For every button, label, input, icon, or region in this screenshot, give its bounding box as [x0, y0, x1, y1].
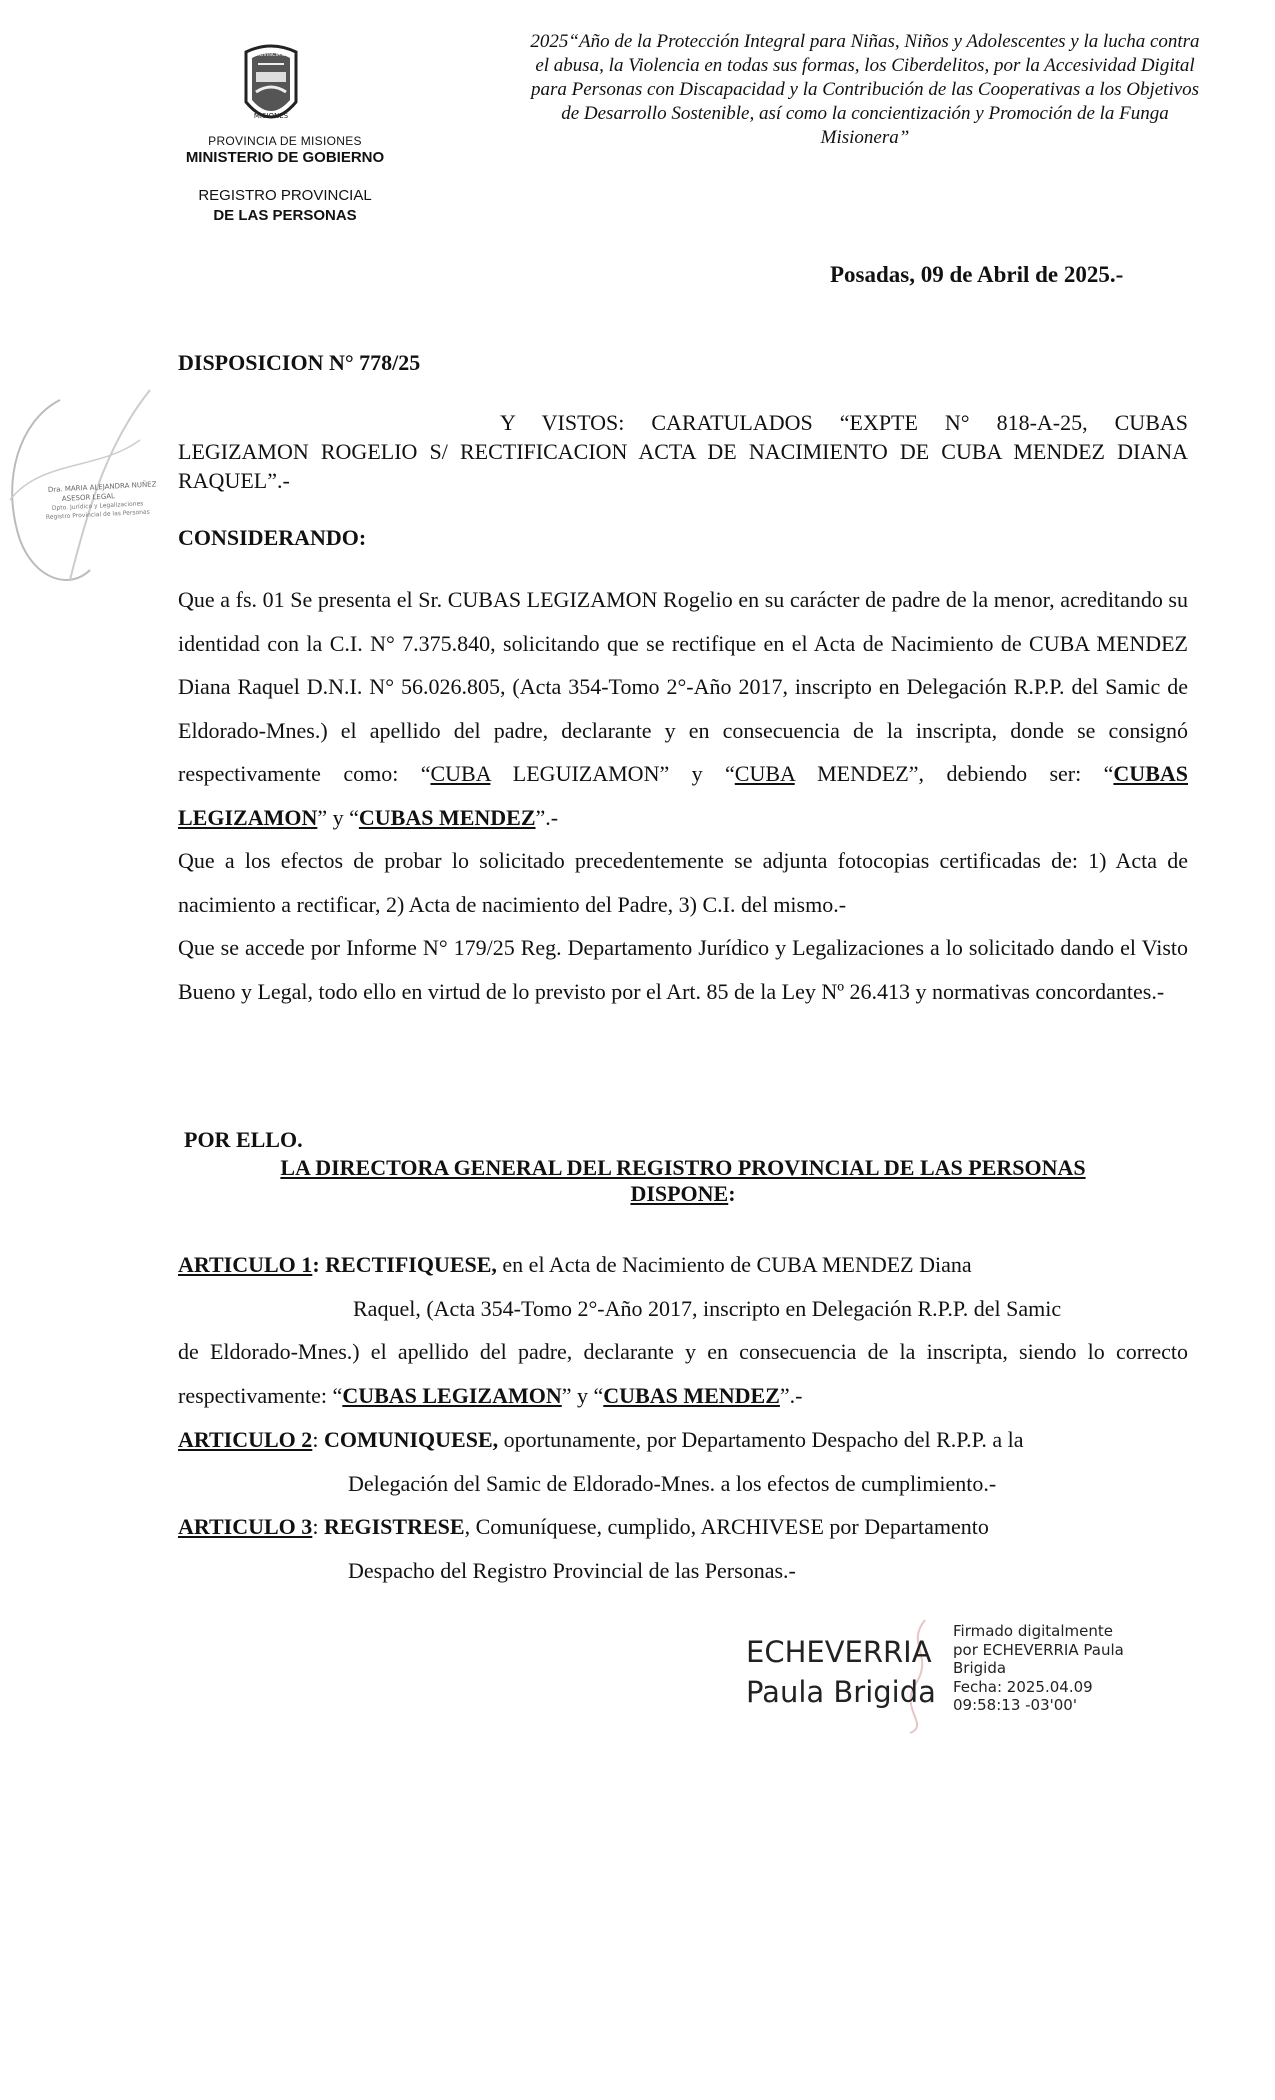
director-line: LA DIRECTORA GENERAL DEL REGISTRO PROVINCIAL DE LAS PERSONAS	[280, 1155, 1086, 1180]
vistos-paragraph	[178, 408, 1188, 495]
org-province: PROVINCIA DE MISIONES	[208, 134, 362, 148]
article-3: ARTICULO 3: REGISTRESE, Comuníquese, cumplido, ARCHIVESE por Departamento Despacho del Registro Provincial de las Personas.-	[178, 1514, 989, 1583]
article-3-label: ARTICULO 3	[178, 1514, 313, 1539]
stamp-name: Dra. MARIA ALEJANDRA NUÑEZ	[47, 480, 157, 494]
digital-signature-details	[953, 1622, 1153, 1715]
signer-surname: ECHEVERRIA	[746, 1635, 932, 1669]
org-ministry: MINISTERIO DE GOBIERNO	[185, 149, 385, 166]
dispone-word: DISPONE	[630, 1181, 729, 1206]
disposition-number: DISPOSICION N° 778/25	[178, 350, 421, 375]
logo-text-top: PROVINCIA DE	[253, 52, 289, 58]
legal-advisor-stamp	[0, 380, 175, 600]
considerando-heading: CONSIDERANDO:	[178, 525, 367, 550]
considerando-paragraph-1: Que a fs. 01 Se presenta el Sr. CUBAS LEGIZAMON Rogelio en su carácter de padre de la menor, acreditando su identidad con la C.I. N° 7.375.840, solicitando que se rectifique en el Acta de Nacimiento de CUBA MENDEZ Diana Raquel D.N.I. N° 56.026.805, (Acta 354-Tomo 2°-Año 2017, inscripto en Delegación R.P.P. del Samic de Eldorado-Mnes.) el apellido del padre, declarante y en consecuencia de la inscripta, donde se consignó respectivamente como: “CUBA LEGUIZAMON” y “CUBA MENDEZ”, debiendo ser: “CUBAS LEGIZAMON” y “CUBAS MENDEZ”.-	[178, 587, 1188, 830]
signature-detail-line: por ECHEVERRIA Paula	[953, 1640, 1124, 1659]
registry-personas-word: PERSONAS	[272, 207, 357, 224]
signer-given-names: Paula Brigida	[746, 1675, 936, 1709]
registry-line1: REGISTRO PROVINCIAL	[198, 187, 372, 204]
article-2-label: ARTICULO 2	[178, 1427, 313, 1452]
signature-detail-line: Fecha: 2025.04.09	[953, 1677, 1093, 1696]
considerando-paragraph-3: Que se accede por Informe N° 179/25 Reg. Departamento Jurídico y Legalizaciones a lo solicitado dando el Visto Bueno y Legal, todo ello en virtud de lo previsto por el Art. 85 de la Ley Nº 26.413 y normativas concordantes.-	[178, 935, 1188, 1004]
document-date: Posadas, 09 de Abril de 2025.-	[830, 262, 1124, 287]
stamp-org: Registro Provincial de las Personas	[45, 508, 150, 521]
article-1: ARTICULO 1: RECTIFIQUESE, en el Acta de Nacimiento de CUBA MENDEZ Diana Raquel, (Acta 354-Tomo 2°-Año 2017, inscripto en Delegación R.P.P. del Samic de Eldorado-Mnes.) el apellido del padre, declarante y en consecuencia de la inscripta, siendo lo correcto respectivamente: “CUBAS LEGIZAMON” y “CUBAS MENDEZ”.-	[178, 1252, 1188, 1408]
stamp-role: ASESOR LEGAL	[61, 492, 116, 503]
signature-detail-line: Brigida	[953, 1659, 1007, 1677]
provincial-coat-of-arms-logo	[238, 42, 304, 128]
logo-text-bottom: MISIONES	[253, 112, 289, 120]
signature-detail-line: 09:58:13 -03'00'	[953, 1696, 1077, 1714]
considerando-paragraph-2: Que a los efectos de probar lo solicitado precedentemente se adjunta fotocopias certificadas de: 1) Acta de nacimiento a rectificar, 2) Acta de nacimiento del Padre, 3) C.I. del mismo.-	[178, 848, 1188, 917]
director-heading: LA DIRECTORA GENERAL DEL REGISTRO PROVINCIAL DE LAS PERSONAS DISPONE:	[280, 1155, 1086, 1206]
por-ello: POR ELLO.	[184, 1127, 303, 1152]
stamp-dept: Dpto. Jurídico y Legalizaciones	[51, 500, 144, 512]
signature-detail-line: Firmado digitalmente	[953, 1622, 1113, 1640]
considerando-body	[178, 578, 1188, 1013]
signer-name	[746, 1632, 936, 1712]
registry-de-word: DE LAS	[213, 207, 269, 224]
article-1-label: ARTICULO 1	[178, 1252, 313, 1277]
official-year-motto: 2025“Año de la Protección Integral para Niñas, Niños y Adolescentes y la lucha contra el abusa, la Violencia en todas sus formas, los Ciberdelitos, por la Accesividad Digital para Personas con Discapacidad y la Contribución de las Cooperativas a los Objetivos de Desarrollo Sostenible, así como la concientización y Promoción de la Funga Misionera”	[530, 31, 1200, 148]
registry-line2	[160, 207, 410, 224]
vistos-text: Y VISTOS: CARATULADOS “EXPTE N° 818-A-25, CUBAS LEGIZAMON ROGELIO S/ RECTIFICACION ACTA DE NACIMIENTO DE CUBA MENDEZ DIANA RAQUEL”.-	[178, 410, 1188, 493]
article-2: ARTICULO 2: COMUNIQUESE, oportunamente, por Departamento Despacho del R.P.P. a la Delegación del Samic de Eldorado-Mnes. a los efectos de cumplimiento.-	[178, 1427, 1024, 1496]
